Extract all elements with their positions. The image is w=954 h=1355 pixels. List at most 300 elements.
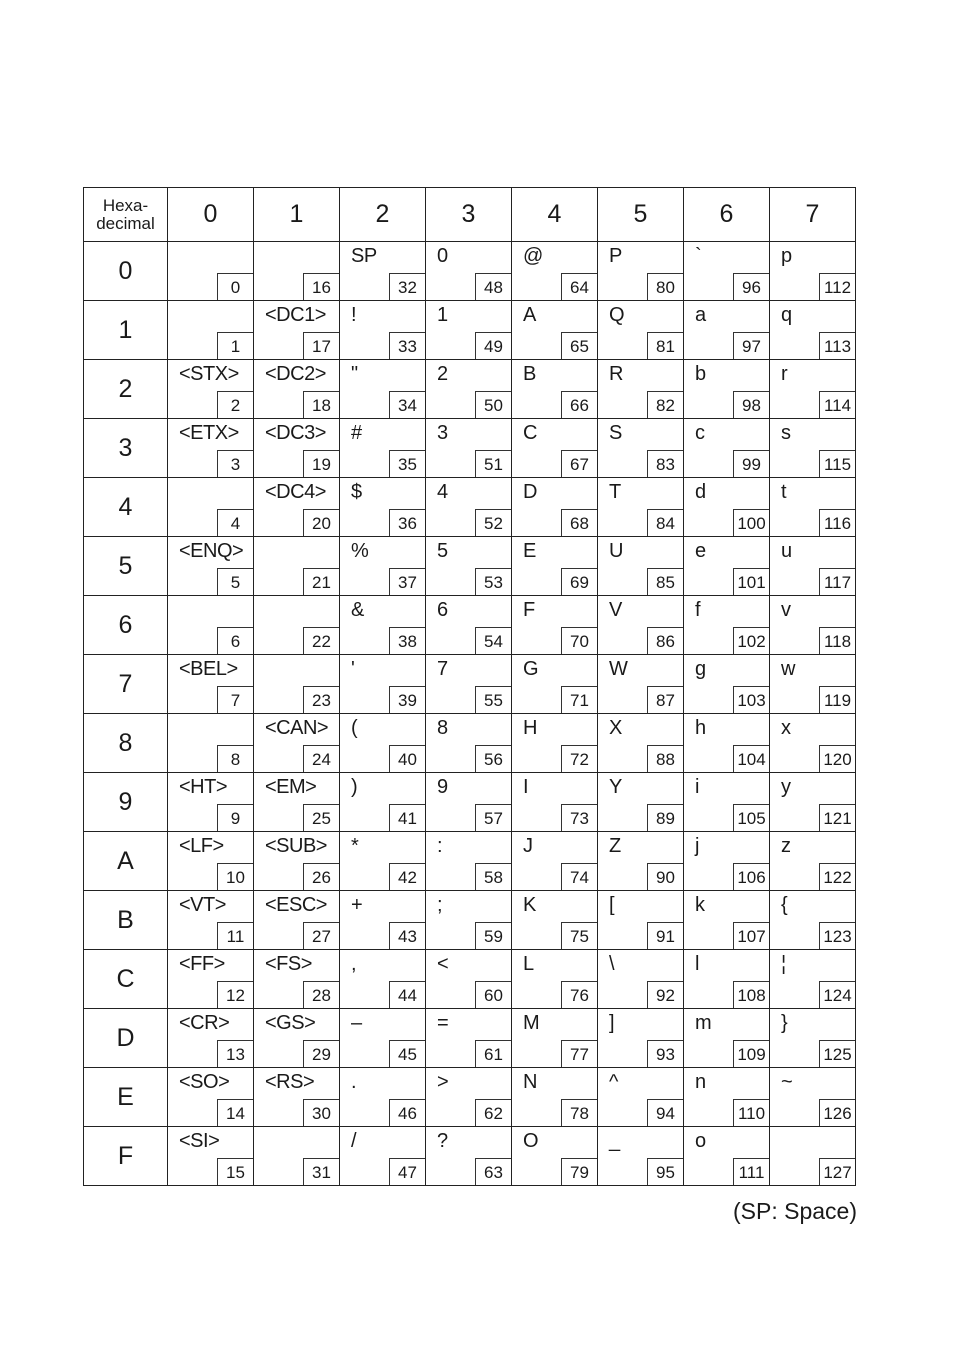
- cell-decimal-code: 53: [475, 568, 511, 595]
- table-cell: [340, 419, 426, 478]
- cell-character: –: [351, 1012, 362, 1034]
- cell-character: s: [781, 422, 791, 444]
- cell-character: ;: [437, 894, 443, 916]
- table-cell: [168, 1009, 254, 1068]
- table-cell: [512, 714, 598, 773]
- cell-character: #: [351, 422, 362, 444]
- cell-decimal-code: 109: [733, 1040, 769, 1067]
- cell-decimal-code: 0: [217, 273, 253, 300]
- table-cell: [168, 950, 254, 1009]
- cell-character: r: [781, 363, 788, 385]
- cell-decimal-code: 70: [561, 627, 597, 654]
- cell-decimal-code: 39: [389, 686, 425, 713]
- table-cell: [684, 1009, 770, 1068]
- cell-character: 6: [437, 599, 448, 621]
- cell-character: e: [695, 540, 706, 562]
- table-cell: [512, 891, 598, 950]
- cell-decimal-code: 82: [647, 391, 683, 418]
- table-cell: [770, 655, 856, 714]
- cell-decimal-code: 81: [647, 332, 683, 359]
- row-header: 5: [84, 537, 168, 596]
- table-cell: [770, 891, 856, 950]
- table-cell: [770, 537, 856, 596]
- table-cell: [598, 1127, 684, 1186]
- cell-decimal-code: 21: [303, 568, 339, 595]
- cell-character: /: [351, 1130, 357, 1152]
- cell-character: ^: [609, 1071, 618, 1093]
- cell-decimal-code: 23: [303, 686, 339, 713]
- row-header: 7: [84, 655, 168, 714]
- table-cell: [598, 301, 684, 360]
- table-cell: [512, 950, 598, 1009]
- cell-decimal-code: 30: [303, 1099, 339, 1126]
- cell-character: (: [351, 717, 358, 739]
- table-cell: [340, 714, 426, 773]
- cell-decimal-code: 77: [561, 1040, 597, 1067]
- cell-character: &: [351, 599, 364, 621]
- cell-character: 2: [437, 363, 448, 385]
- table-cell: [340, 950, 426, 1009]
- table-cell: [512, 655, 598, 714]
- cell-character: _: [609, 1130, 620, 1152]
- cell-character: k: [695, 894, 705, 916]
- row-header: 2: [84, 360, 168, 419]
- cell-decimal-code: 71: [561, 686, 597, 713]
- table-cell: [426, 537, 512, 596]
- cell-decimal-code: 85: [647, 568, 683, 595]
- cell-character: <DC3>: [265, 422, 326, 444]
- cell-decimal-code: 2: [217, 391, 253, 418]
- table-cell: [426, 1127, 512, 1186]
- table-cell: [254, 301, 340, 360]
- cell-character: >: [437, 1071, 449, 1093]
- cell-character: n: [695, 1071, 706, 1093]
- column-header: 6: [684, 188, 770, 242]
- cell-decimal-code: 63: [475, 1158, 511, 1185]
- table-cell: [426, 773, 512, 832]
- table-cell: [254, 832, 340, 891]
- cell-character: ,: [351, 953, 357, 975]
- table-cell: [254, 360, 340, 419]
- cell-character: \: [609, 953, 615, 975]
- cell-decimal-code: 68: [561, 509, 597, 536]
- row-header: F: [84, 1127, 168, 1186]
- cell-character: I: [523, 776, 529, 798]
- table-cell: [598, 419, 684, 478]
- cell-character: U: [609, 540, 623, 562]
- cell-decimal-code: 95: [647, 1158, 683, 1185]
- table-cell: [168, 891, 254, 950]
- cell-decimal-code: 127: [819, 1158, 855, 1185]
- cell-character: <ETX>: [179, 422, 239, 444]
- cell-decimal-code: 121: [819, 804, 855, 831]
- table-cell: [684, 301, 770, 360]
- cell-character: ": [351, 363, 358, 385]
- cell-character: x: [781, 717, 791, 739]
- table-cell: [770, 950, 856, 1009]
- cell-character: M: [523, 1012, 540, 1034]
- cell-decimal-code: 7: [217, 686, 253, 713]
- cell-decimal-code: 24: [303, 745, 339, 772]
- cell-character: ': [351, 658, 355, 680]
- table-cell: [340, 891, 426, 950]
- cell-decimal-code: 52: [475, 509, 511, 536]
- cell-decimal-code: 78: [561, 1099, 597, 1126]
- cell-character: D: [523, 481, 537, 503]
- table-cell: [598, 773, 684, 832]
- cell-character: <CR>: [179, 1012, 230, 1034]
- cell-character: S: [609, 422, 622, 444]
- cell-character: B: [523, 363, 536, 385]
- table-cell: [340, 832, 426, 891]
- cell-decimal-code: 41: [389, 804, 425, 831]
- cell-character: <: [437, 953, 449, 975]
- cell-decimal-code: 119: [819, 686, 855, 713]
- cell-decimal-code: 115: [819, 450, 855, 477]
- cell-character: }: [781, 1012, 788, 1034]
- column-header: 1: [254, 188, 340, 242]
- row-header: 6: [84, 596, 168, 655]
- cell-character: H: [523, 717, 537, 739]
- cell-decimal-code: 48: [475, 273, 511, 300]
- cell-decimal-code: 56: [475, 745, 511, 772]
- table-cell: [598, 655, 684, 714]
- row-header: 9: [84, 773, 168, 832]
- cell-character: q: [781, 304, 792, 326]
- cell-decimal-code: 29: [303, 1040, 339, 1067]
- cell-decimal-code: 122: [819, 863, 855, 890]
- cell-character: :: [437, 835, 443, 857]
- table-cell: [684, 596, 770, 655]
- cell-character: 0: [437, 245, 448, 267]
- cell-decimal-code: 3: [217, 450, 253, 477]
- table-cell: [168, 360, 254, 419]
- cell-decimal-code: 98: [733, 391, 769, 418]
- table-cell: [512, 773, 598, 832]
- table-cell: [254, 242, 340, 301]
- table-cell: [684, 419, 770, 478]
- table-cell: [426, 1009, 512, 1068]
- cell-decimal-code: 103: [733, 686, 769, 713]
- cell-character: O: [523, 1130, 539, 1152]
- table-cell: [770, 714, 856, 773]
- cell-character: G: [523, 658, 539, 680]
- table-cell: [512, 1127, 598, 1186]
- cell-decimal-code: 16: [303, 273, 339, 300]
- row-header: 4: [84, 478, 168, 537]
- cell-character: ¦: [781, 953, 786, 975]
- table-cell: [684, 773, 770, 832]
- cell-character: l: [695, 953, 699, 975]
- column-header: 5: [598, 188, 684, 242]
- table-cell: [340, 773, 426, 832]
- cell-character: 3: [437, 422, 448, 444]
- column-header: 4: [512, 188, 598, 242]
- cell-decimal-code: 45: [389, 1040, 425, 1067]
- table-cell: [512, 360, 598, 419]
- table-cell: [598, 242, 684, 301]
- table-cell: [168, 537, 254, 596]
- cell-character: %: [351, 540, 369, 562]
- cell-decimal-code: 108: [733, 981, 769, 1008]
- cell-decimal-code: 44: [389, 981, 425, 1008]
- cell-decimal-code: 38: [389, 627, 425, 654]
- table-cell: [770, 832, 856, 891]
- cell-character: W: [609, 658, 628, 680]
- cell-decimal-code: 62: [475, 1099, 511, 1126]
- cell-decimal-code: 66: [561, 391, 597, 418]
- column-header: 3: [426, 188, 512, 242]
- table-cell: [598, 832, 684, 891]
- cell-character: F: [523, 599, 535, 621]
- cell-character: f: [695, 599, 701, 621]
- footnote: (SP: Space): [733, 1198, 857, 1224]
- cell-character: A: [523, 304, 536, 326]
- table-cell: [512, 537, 598, 596]
- column-header: 7: [770, 188, 856, 242]
- table-cell: [168, 832, 254, 891]
- cell-decimal-code: 28: [303, 981, 339, 1008]
- cell-character: .: [351, 1071, 357, 1093]
- table-cell: [254, 419, 340, 478]
- cell-character: J: [523, 835, 533, 857]
- table-cell: [254, 950, 340, 1009]
- table-cell: [770, 1068, 856, 1127]
- table-cell: [426, 1068, 512, 1127]
- cell-character: o: [695, 1130, 706, 1152]
- cell-character: K: [523, 894, 536, 916]
- table-cell: [770, 596, 856, 655]
- table-cell: [684, 950, 770, 1009]
- cell-character: ]: [609, 1012, 615, 1034]
- table-cell: [684, 1068, 770, 1127]
- cell-character: j: [695, 835, 699, 857]
- table-cell: [340, 596, 426, 655]
- cell-decimal-code: 116: [819, 509, 855, 536]
- cell-character: C: [523, 422, 537, 444]
- cell-decimal-code: 83: [647, 450, 683, 477]
- table-cell: [168, 419, 254, 478]
- cell-decimal-code: 113: [819, 332, 855, 359]
- cell-decimal-code: 123: [819, 922, 855, 949]
- cell-character: <DC4>: [265, 481, 326, 503]
- cell-character: <VT>: [179, 894, 226, 916]
- cell-decimal-code: 65: [561, 332, 597, 359]
- cell-decimal-code: 111: [733, 1158, 769, 1185]
- cell-decimal-code: 35: [389, 450, 425, 477]
- cell-decimal-code: 50: [475, 391, 511, 418]
- table-cell: [340, 655, 426, 714]
- table-cell: [512, 1009, 598, 1068]
- cell-character: <ESC>: [265, 894, 327, 916]
- cell-character: d: [695, 481, 706, 503]
- cell-character: <HT>: [179, 776, 228, 798]
- cell-decimal-code: 64: [561, 273, 597, 300]
- table-cell: [168, 714, 254, 773]
- table-cell: [770, 478, 856, 537]
- cell-decimal-code: 51: [475, 450, 511, 477]
- table-cell: [512, 596, 598, 655]
- table-cell: [254, 1009, 340, 1068]
- cell-decimal-code: 61: [475, 1040, 511, 1067]
- cell-character: <EM>: [265, 776, 317, 798]
- table-cell: [254, 655, 340, 714]
- table-cell: [770, 1127, 856, 1186]
- cell-decimal-code: 15: [217, 1158, 253, 1185]
- table-cell: [512, 1068, 598, 1127]
- table-cell: [684, 832, 770, 891]
- cell-decimal-code: 67: [561, 450, 597, 477]
- row-header: D: [84, 1009, 168, 1068]
- cell-decimal-code: 99: [733, 450, 769, 477]
- cell-decimal-code: 18: [303, 391, 339, 418]
- table-cell: [512, 478, 598, 537]
- cell-character: $: [351, 481, 362, 503]
- table-cell: [340, 478, 426, 537]
- cell-decimal-code: 33: [389, 332, 425, 359]
- table-cell: [512, 301, 598, 360]
- cell-decimal-code: 11: [217, 922, 253, 949]
- table-cell: [168, 1127, 254, 1186]
- cell-decimal-code: 42: [389, 863, 425, 890]
- table-cell: [168, 1068, 254, 1127]
- cell-decimal-code: 76: [561, 981, 597, 1008]
- cell-decimal-code: 27: [303, 922, 339, 949]
- cell-character: t: [781, 481, 787, 503]
- row-header: E: [84, 1068, 168, 1127]
- cell-decimal-code: 120: [819, 745, 855, 772]
- table-cell: [512, 419, 598, 478]
- row-header: 0: [84, 242, 168, 301]
- cell-decimal-code: 31: [303, 1158, 339, 1185]
- cell-character: N: [523, 1071, 537, 1093]
- cell-decimal-code: 60: [475, 981, 511, 1008]
- table-cell: [684, 537, 770, 596]
- cell-decimal-code: 97: [733, 332, 769, 359]
- cell-character: z: [781, 835, 791, 857]
- cell-character: <CAN>: [265, 717, 329, 739]
- cell-character: X: [609, 717, 622, 739]
- cell-character: T: [609, 481, 621, 503]
- cell-character: ): [351, 776, 358, 798]
- cell-decimal-code: 126: [819, 1099, 855, 1126]
- cell-character: <GS>: [265, 1012, 316, 1034]
- table-cell: [426, 950, 512, 1009]
- cell-decimal-code: 59: [475, 922, 511, 949]
- cell-character: h: [695, 717, 706, 739]
- table-cell: [426, 360, 512, 419]
- cell-character: E: [523, 540, 536, 562]
- cell-character: <DC2>: [265, 363, 326, 385]
- cell-decimal-code: 125: [819, 1040, 855, 1067]
- cell-character: =: [437, 1012, 449, 1034]
- cell-character: Z: [609, 835, 621, 857]
- cell-character: !: [351, 304, 357, 326]
- cell-character: c: [695, 422, 705, 444]
- table-cell: [598, 714, 684, 773]
- cell-decimal-code: 8: [217, 745, 253, 772]
- table-cell: [340, 537, 426, 596]
- cell-character: 7: [437, 658, 448, 680]
- cell-decimal-code: 93: [647, 1040, 683, 1067]
- cell-decimal-code: 43: [389, 922, 425, 949]
- cell-character: u: [781, 540, 792, 562]
- cell-character: 5: [437, 540, 448, 562]
- table-cell: [684, 1127, 770, 1186]
- cell-decimal-code: 47: [389, 1158, 425, 1185]
- row-header: 8: [84, 714, 168, 773]
- cell-character: 1: [437, 304, 448, 326]
- cell-decimal-code: 72: [561, 745, 597, 772]
- table-cell: [598, 360, 684, 419]
- table-cell: [254, 891, 340, 950]
- table-cell: [598, 891, 684, 950]
- cell-decimal-code: 17: [303, 332, 339, 359]
- row-header: C: [84, 950, 168, 1009]
- cell-decimal-code: 57: [475, 804, 511, 831]
- table-cell: [598, 1068, 684, 1127]
- cell-decimal-code: 86: [647, 627, 683, 654]
- table-cell: [598, 1009, 684, 1068]
- cell-decimal-code: 100: [733, 509, 769, 536]
- table-cell: [168, 596, 254, 655]
- cell-decimal-code: 84: [647, 509, 683, 536]
- cell-decimal-code: 75: [561, 922, 597, 949]
- cell-character: <DC1>: [265, 304, 326, 326]
- cell-decimal-code: 54: [475, 627, 511, 654]
- cell-decimal-code: 4: [217, 509, 253, 536]
- cell-decimal-code: 110: [733, 1099, 769, 1126]
- cell-decimal-code: 58: [475, 863, 511, 890]
- cell-decimal-code: 22: [303, 627, 339, 654]
- cell-character: `: [695, 245, 702, 267]
- cell-decimal-code: 25: [303, 804, 339, 831]
- cell-character: <RS>: [265, 1071, 315, 1093]
- cell-decimal-code: 34: [389, 391, 425, 418]
- table-cell: [254, 773, 340, 832]
- table-cell: [684, 891, 770, 950]
- table-cell: [168, 478, 254, 537]
- cell-decimal-code: 13: [217, 1040, 253, 1067]
- table-cell: [770, 419, 856, 478]
- table-corner-label: Hexa- decimal: [84, 188, 168, 242]
- cell-decimal-code: 87: [647, 686, 683, 713]
- table-cell: [168, 773, 254, 832]
- cell-character: 8: [437, 717, 448, 739]
- cell-decimal-code: 26: [303, 863, 339, 890]
- cell-decimal-code: 90: [647, 863, 683, 890]
- table-cell: [598, 596, 684, 655]
- cell-decimal-code: 5: [217, 568, 253, 595]
- table-cell: [254, 478, 340, 537]
- cell-character: R: [609, 363, 623, 385]
- table-cell: [770, 773, 856, 832]
- cell-character: ?: [437, 1130, 448, 1152]
- cell-decimal-code: 69: [561, 568, 597, 595]
- table-cell: [684, 655, 770, 714]
- cell-decimal-code: 102: [733, 627, 769, 654]
- table-cell: [340, 242, 426, 301]
- cell-decimal-code: 46: [389, 1099, 425, 1126]
- table-cell: [340, 1009, 426, 1068]
- cell-decimal-code: 96: [733, 273, 769, 300]
- cell-character: <FS>: [265, 953, 312, 975]
- table-cell: [598, 478, 684, 537]
- table-cell: [426, 242, 512, 301]
- cell-decimal-code: 6: [217, 627, 253, 654]
- table-cell: [254, 596, 340, 655]
- cell-decimal-code: 40: [389, 745, 425, 772]
